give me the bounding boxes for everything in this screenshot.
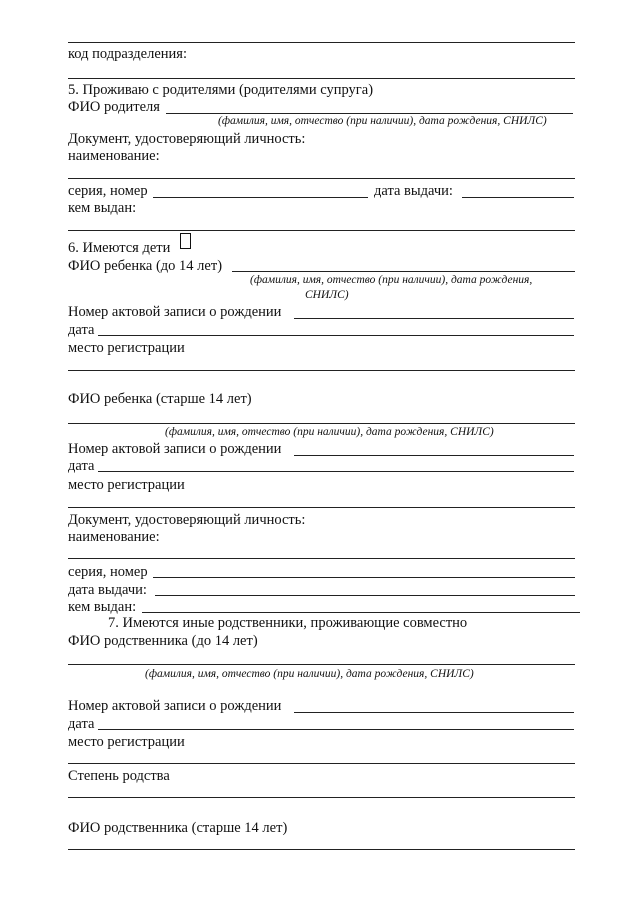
parent-series-field[interactable] [153,197,368,198]
children-checkbox[interactable] [180,233,191,249]
relative-registration-field[interactable] [68,763,575,764]
parent-doc-name-field[interactable] [68,178,575,179]
parent-issue-date-label: дата выдачи: [374,183,453,199]
child-under-14-registration-label: место регистрации [68,340,185,356]
child-under-14-note: (фамилия, имя, отчество (при наличии), дата рождения, [250,274,533,286]
kinship-field[interactable] [68,797,575,798]
relative-date-label: дата [68,716,95,732]
child-under-14-date-field[interactable] [98,335,574,336]
child-issued-by-label: кем выдан: [68,599,137,615]
child-over-14-registration-label: место регистрации [68,477,185,493]
parent-fio-note: (фамилия, имя, отчество (при наличии), дата рождения, СНИЛС) [218,115,547,127]
relative-under-14-field[interactable] [68,664,575,665]
child-under-14-birth-record-field[interactable] [294,318,574,319]
section-7-title: 7. Имеются иные родственники, проживающие совместно [108,615,468,631]
relative-over-14-field[interactable] [68,849,575,850]
child-over-14-label: ФИО ребенка (старше 14 лет) [68,391,252,407]
child-under-14-label: ФИО ребенка (до 14 лет) [68,258,223,274]
child-issue-date-label: дата выдачи: [68,582,147,598]
kinship-label: Степень родства [68,768,170,784]
parent-issued-by-field[interactable] [68,230,575,231]
relative-birth-record-label: Номер актовой записи о рождении [68,698,282,714]
child-under-14-birth-record-label: Номер актовой записи о рождении [68,304,282,320]
parent-fio-label: ФИО родителя [68,99,160,115]
child-series-label: серия, номер [68,564,148,580]
child-over-14-date-label: дата [68,458,95,474]
child-issued-by-field[interactable] [142,612,580,613]
child-series-field[interactable] [153,577,575,578]
parent-issue-date-field[interactable] [462,197,574,198]
child-over-14-registration-field[interactable] [68,507,575,508]
subdivision-code-label: код подразделения: [68,46,187,62]
child-doc-name-field[interactable] [68,558,575,559]
parent-doc-name-label: наименование: [68,148,160,164]
relative-over-14-label: ФИО родственника (старше 14 лет) [68,820,288,836]
child-doc-name-label: наименование: [68,529,160,545]
child-under-14-note-cont: СНИЛС) [305,289,349,301]
relative-birth-record-field[interactable] [294,712,574,713]
section-6-title: 6. Имеются дети [68,240,171,256]
child-over-14-field[interactable] [68,423,575,424]
section-5-title: 5. Проживаю с родителями (родителями супруга) [68,82,374,98]
child-over-14-birth-record-field[interactable] [294,455,574,456]
parent-fio-field[interactable] [166,113,573,114]
child-under-14-registration-field[interactable] [68,370,575,371]
child-id-doc-label: Документ, удостоверяющий личность: [68,512,306,528]
blank-line[interactable] [68,42,575,43]
relative-date-field[interactable] [98,729,574,730]
child-issue-date-field[interactable] [155,595,575,596]
relative-registration-label: место регистрации [68,734,185,750]
relative-under-14-note: (фамилия, имя, отчество (при наличии), дата рождения, СНИЛС) [145,668,474,680]
subdivision-code-field[interactable] [68,78,575,79]
parent-series-label: серия, номер [68,183,148,199]
child-over-14-birth-record-label: Номер актовой записи о рождении [68,441,282,457]
parent-issued-by-label: кем выдан: [68,200,137,216]
relative-under-14-label: ФИО родственника (до 14 лет) [68,633,258,649]
child-over-14-note: (фамилия, имя, отчество (при наличии), дата рождения, СНИЛС) [165,426,494,438]
parent-id-doc-label: Документ, удостоверяющий личность: [68,131,306,147]
child-over-14-date-field[interactable] [98,471,574,472]
child-under-14-field[interactable] [232,271,575,272]
child-under-14-date-label: дата [68,322,95,338]
